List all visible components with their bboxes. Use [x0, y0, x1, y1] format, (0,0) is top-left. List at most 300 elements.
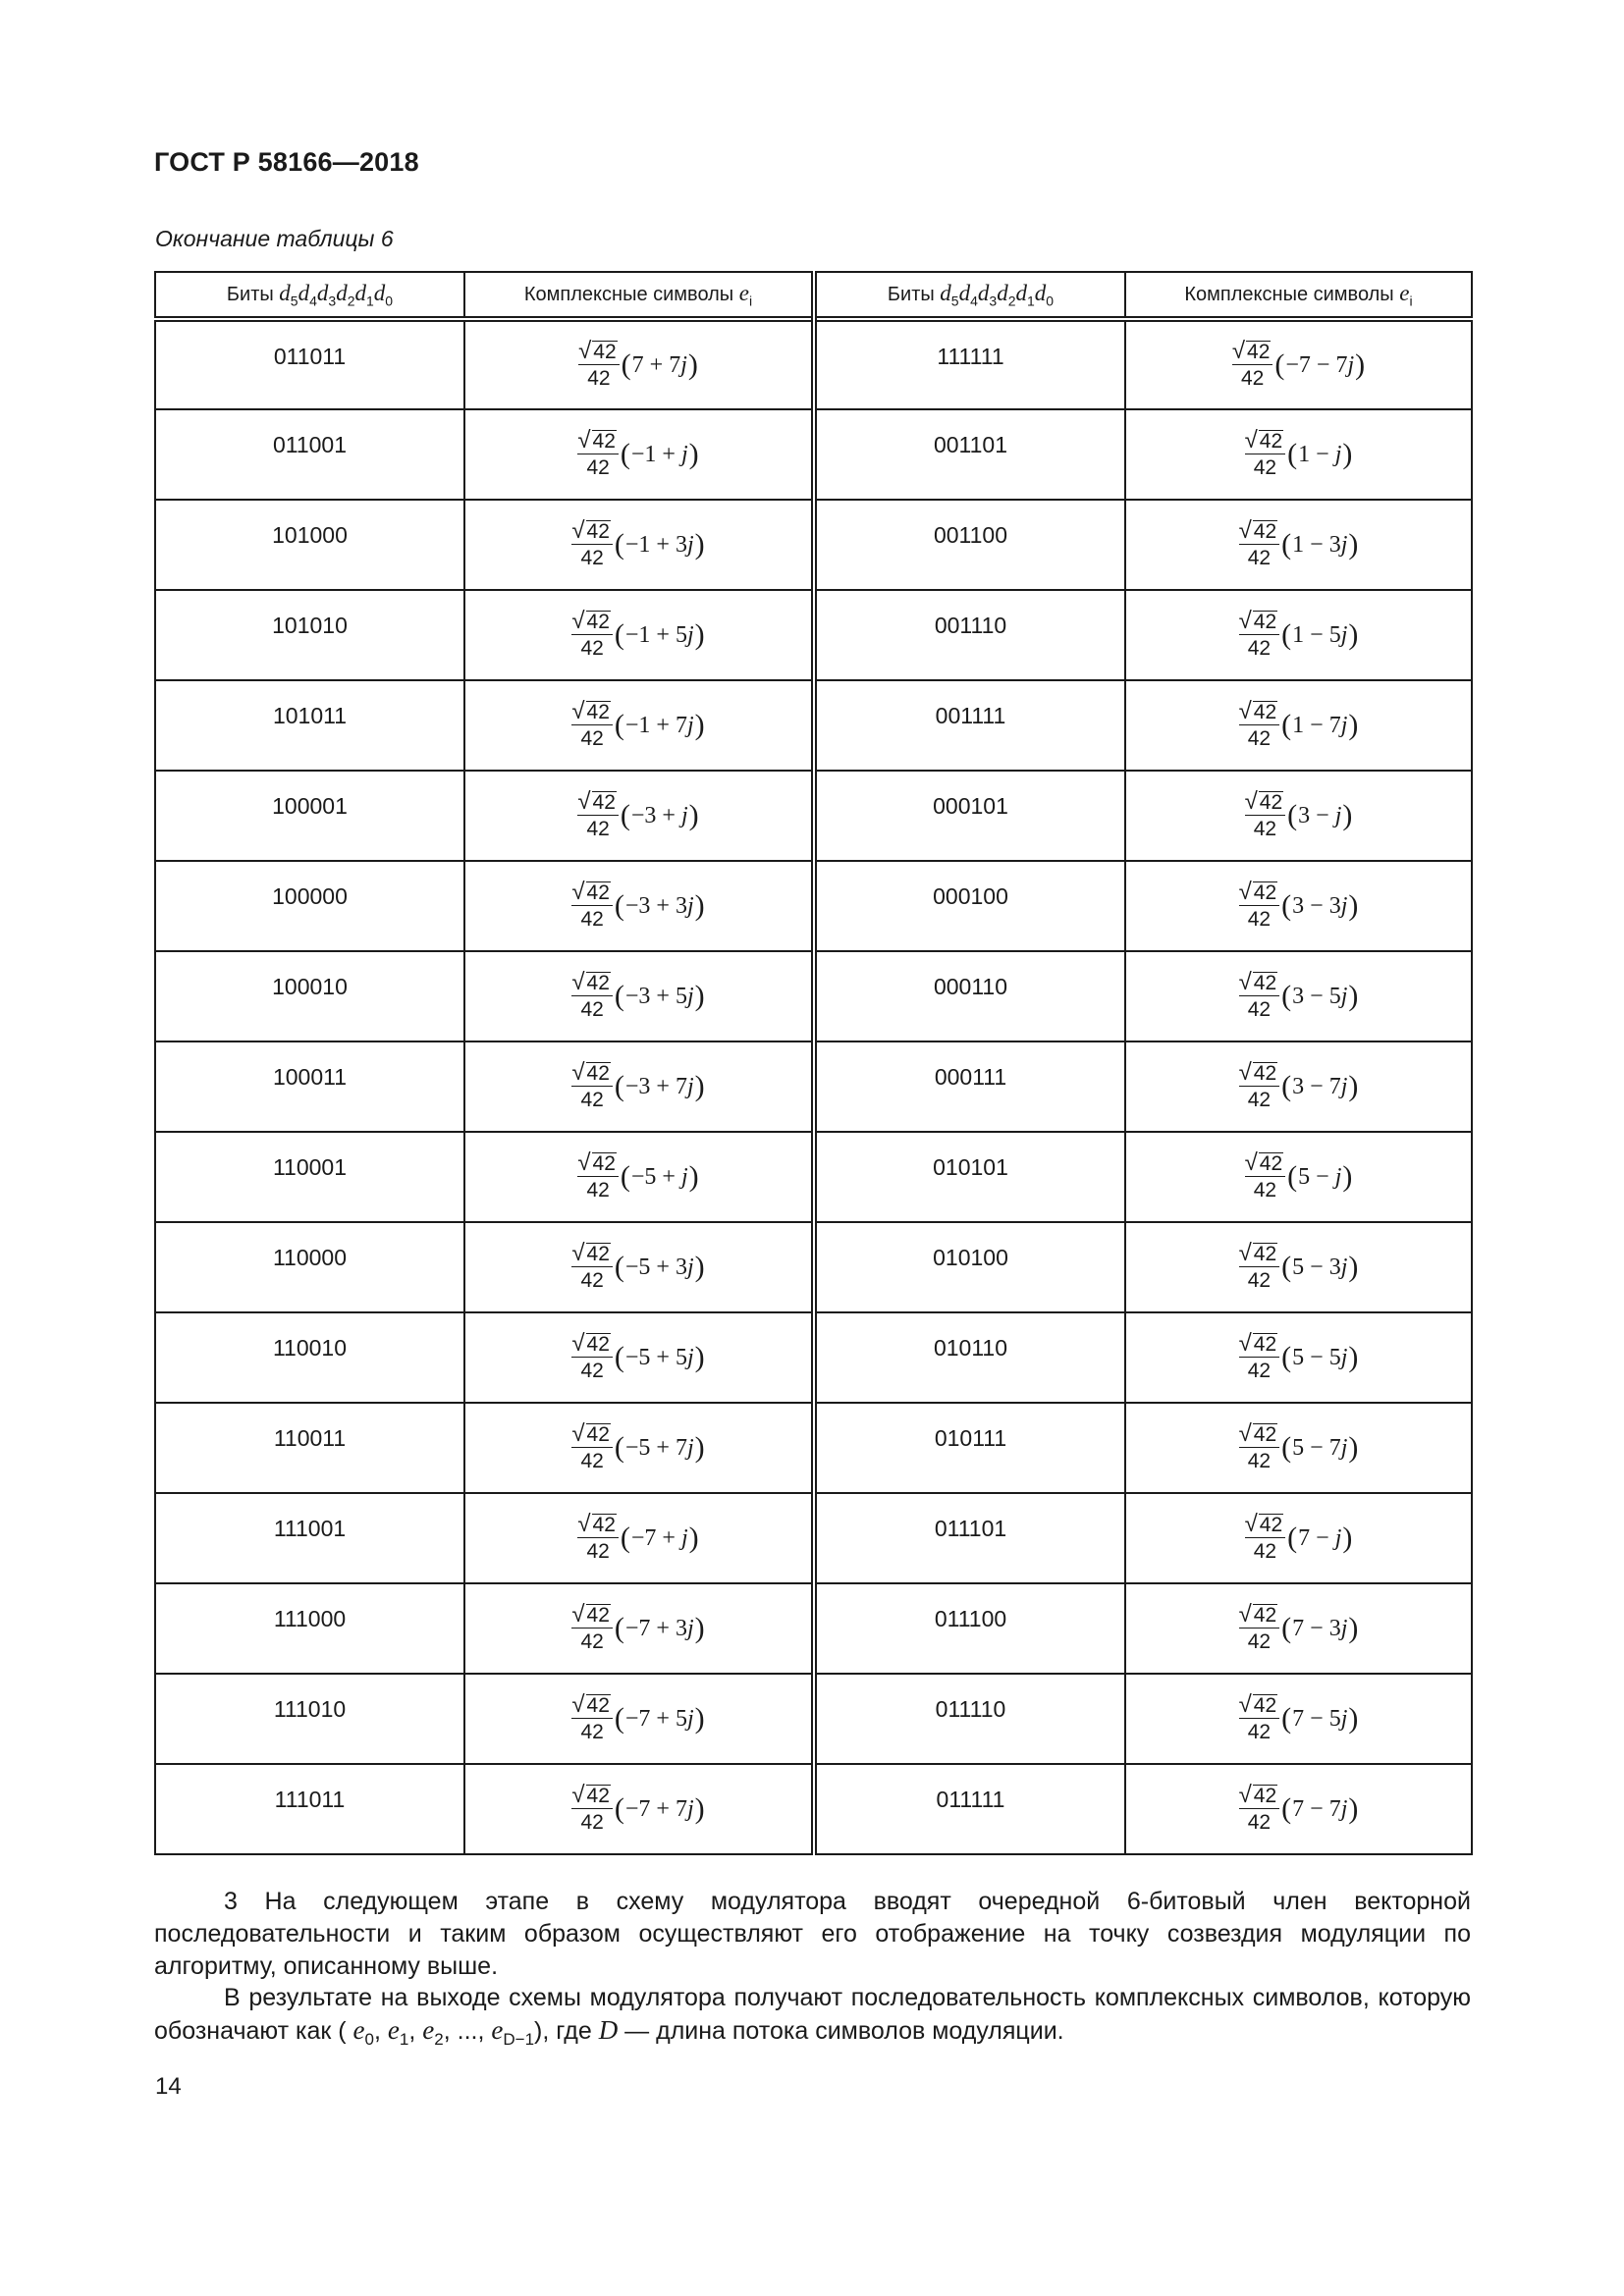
sqrt-sign: √: [1238, 607, 1252, 634]
bits-label: Биты: [887, 283, 941, 305]
bits-right-cell: 000100: [814, 861, 1125, 951]
imag-unit: j: [1334, 802, 1342, 828]
bit-var-1-2-sub: 3: [989, 293, 998, 309]
symbol-left-cell: [464, 1493, 814, 1583]
sqrt-fraction: [1244, 1510, 1286, 1565]
result-text-a: В результате на выходе схемы модулятора получают последовательность комплексных символов, которую обозначают как (: [154, 1984, 1471, 2045]
close-paren: ): [1342, 1160, 1353, 1193]
table-caption: Окончание таблицы 6: [155, 226, 394, 251]
complex-value: 3 − 5j: [1292, 983, 1348, 1009]
fraction-denominator: 42: [580, 636, 604, 660]
radicand: 42: [1259, 790, 1283, 814]
symbol-expression: [1238, 697, 1359, 752]
bits-right-cell: 001101: [814, 409, 1125, 500]
imag-unit: j: [1340, 1254, 1348, 1280]
complex-value: 1 − j: [1298, 441, 1342, 467]
imag-unit: j: [686, 1434, 694, 1461]
complex-value: 7 − j: [1298, 1524, 1342, 1551]
fraction-denominator: 42: [580, 1629, 604, 1653]
fraction-numerator: [1231, 337, 1273, 365]
fraction-denominator: 42: [1247, 636, 1272, 660]
imag-unit: j: [1340, 531, 1348, 558]
radicand: 42: [1253, 1242, 1277, 1265]
bits-left-cell: 110000: [155, 1222, 464, 1312]
sqrt-fraction: [1238, 516, 1280, 571]
bit-var-0-5-sub: 0: [385, 293, 394, 309]
table-row: [155, 500, 1472, 590]
open-paren: (: [1281, 889, 1292, 922]
sqrt-sign: √: [571, 1058, 585, 1086]
paragraph-step-3: 3 На следующем этапе в схему модулятора вводят очередной 6-битовый член векторной последовательности и таким образом осуществляют его отображение на точку созвездия модуляции по алгоритму, описанному выше.: [154, 1888, 1471, 1980]
bit-var-0-4-sub: 1: [365, 293, 374, 309]
fraction-denominator: 42: [1247, 1359, 1272, 1382]
fraction-denominator: 42: [580, 546, 604, 569]
complex-value: 3 − 7j: [1292, 1073, 1348, 1099]
symbol-table: [154, 271, 1473, 1855]
open-paren: (: [620, 1522, 630, 1554]
radicand: 42: [1253, 971, 1277, 994]
sqrt-sign: √: [571, 1600, 585, 1628]
sqrt-sign: √: [1231, 337, 1246, 364]
sqrt-fraction: [1238, 697, 1280, 752]
bits-left-cell: 100010: [155, 951, 464, 1041]
imag-unit: j: [1340, 1434, 1348, 1461]
fraction-numerator: [571, 1329, 613, 1358]
symbol-expression: [571, 1419, 705, 1474]
fraction-numerator: [577, 426, 619, 454]
sqrt-fraction: [1244, 1148, 1286, 1203]
symbol-right-cell: [1125, 1041, 1472, 1132]
sqrt-sign: √: [1238, 1239, 1252, 1266]
symbol-expression: [1244, 426, 1353, 481]
radicand: 42: [586, 1242, 610, 1265]
bits-right-cell: 011110: [814, 1674, 1125, 1764]
sqrt-sign: √: [577, 787, 591, 815]
sqrt-fraction: [1238, 1690, 1280, 1745]
fraction-denominator: 42: [1247, 1629, 1272, 1653]
imag-unit: j: [1340, 621, 1348, 648]
complex-value: −3 + 5j: [624, 983, 694, 1009]
sqrt-sign: √: [571, 968, 585, 995]
bit-var-0-2-sub: 3: [328, 293, 337, 309]
open-paren: (: [1281, 980, 1292, 1012]
imag-unit: j: [1340, 892, 1348, 919]
close-paren: ): [687, 348, 698, 381]
fraction-numerator: [571, 1419, 613, 1448]
fraction-numerator: [571, 968, 613, 996]
symbols-label: Комплексные символы: [523, 283, 739, 305]
symbol-left-cell: [464, 1403, 814, 1493]
imag-unit: j: [1334, 1524, 1342, 1551]
close-paren: ): [1348, 1251, 1359, 1283]
e-var-d: e: [491, 2015, 504, 2045]
imag-unit: j: [680, 351, 687, 378]
open-paren: (: [1287, 1160, 1298, 1193]
symbol-expression: [1244, 1510, 1353, 1565]
sqrt-sign: √: [571, 516, 585, 544]
imag-unit: j: [680, 802, 688, 828]
open-paren: (: [620, 1160, 630, 1193]
radicand: 42: [586, 971, 610, 994]
symbol-left-cell: [464, 680, 814, 771]
bit-var-0-1: $d_4$: [298, 280, 317, 309]
open-paren: (: [614, 980, 624, 1012]
complex-value: −1 + 3j: [624, 531, 694, 558]
sqrt-sign: √: [1238, 1781, 1252, 1808]
close-paren: ): [1348, 1431, 1359, 1464]
d-var: D: [598, 2015, 619, 2045]
symbol-expression: [577, 1148, 699, 1203]
complex-value: 3 − j: [1298, 802, 1342, 828]
open-paren: (: [1281, 618, 1292, 651]
complex-value: 1 − 3j: [1292, 531, 1348, 558]
fraction-numerator: [1238, 1419, 1280, 1448]
imag-unit: j: [680, 1524, 688, 1551]
symbol-left-cell: [464, 590, 814, 680]
complex-value: −1 + 7j: [624, 712, 694, 738]
sqrt-sign: √: [1238, 516, 1252, 544]
symbol-left-cell: [464, 1764, 814, 1854]
symbol-left-cell: [464, 1041, 814, 1132]
close-paren: ): [1348, 889, 1359, 922]
symbol-right-cell: [1125, 680, 1472, 771]
sqrt-fraction: [1238, 1781, 1280, 1836]
imag-unit: j: [686, 983, 694, 1009]
sqrt-sign: √: [571, 1690, 585, 1718]
bit-var-1-5: $d_0$: [1034, 280, 1055, 309]
fraction-denominator: 42: [1247, 1449, 1272, 1472]
fraction-denominator: 42: [587, 366, 611, 390]
sqrt-sign: √: [577, 1510, 591, 1537]
bits-left-cell: 110010: [155, 1312, 464, 1403]
radicand: 42: [1247, 340, 1271, 363]
result-text-c: — длина потока символов модуляции.: [624, 2017, 1064, 2045]
symbol-expression: [571, 878, 705, 933]
fraction-denominator: 42: [1253, 1539, 1277, 1563]
open-paren: (: [1281, 1070, 1292, 1102]
open-paren: (: [1281, 1702, 1292, 1735]
symbol-expression: [571, 1600, 705, 1655]
bit-var-1-1-sub: 4: [970, 293, 978, 309]
complex-value: −1 + 5j: [624, 621, 694, 648]
close-paren: ): [1348, 1612, 1359, 1644]
radicand: 42: [1253, 1332, 1277, 1356]
imag-unit: j: [686, 1254, 694, 1280]
sqrt-fraction: [571, 1329, 613, 1384]
symbol-expression: [571, 1329, 705, 1384]
symbol-var-0: $e_i$: [738, 280, 753, 309]
close-paren: ): [688, 1160, 699, 1193]
sqrt-fraction: [571, 1058, 613, 1113]
symbol-expression: [1238, 878, 1359, 933]
sqrt-fraction: [571, 1690, 613, 1745]
fraction-denominator: 42: [1247, 907, 1272, 931]
symbol-expression: [1238, 1690, 1359, 1745]
header-bits-left: [155, 272, 464, 319]
imag-unit: j: [686, 1795, 694, 1822]
fraction-numerator: [577, 1148, 619, 1177]
fraction-denominator: 42: [580, 1268, 604, 1292]
e-var-1: e: [387, 2015, 400, 2045]
complex-value: −5 + j: [630, 1163, 688, 1190]
symbol-right-cell: [1125, 1583, 1472, 1674]
open-paren: (: [614, 1341, 624, 1373]
table-row: [155, 1132, 1472, 1222]
symbol-right-cell: [1125, 1674, 1472, 1764]
fraction-denominator: 42: [580, 1449, 604, 1472]
symbol-left-cell: [464, 1674, 814, 1764]
sqrt-sign: √: [571, 607, 585, 634]
sqrt-fraction: [1231, 337, 1273, 392]
fraction-denominator: 42: [580, 997, 604, 1021]
imag-unit: j: [686, 531, 694, 558]
symbol-var-1: $e_i$: [1399, 280, 1413, 309]
radicand: 42: [1253, 519, 1277, 543]
open-paren: (: [1281, 709, 1292, 741]
paragraph-result: [154, 1982, 1471, 2056]
complex-value: 7 − 3j: [1292, 1615, 1348, 1641]
fraction-numerator: [571, 1690, 613, 1719]
complex-value: −5 + 3j: [624, 1254, 694, 1280]
bit-var-1-0: $d_5$: [940, 280, 959, 309]
bit-var-0-4: $d_1$: [354, 280, 374, 309]
sqrt-sign: √: [571, 1329, 585, 1357]
bits-left-cell: 100000: [155, 861, 464, 951]
open-paren: (: [1287, 438, 1298, 470]
fraction-numerator: [1238, 697, 1280, 725]
comma-0: ,: [374, 2017, 381, 2045]
fraction-numerator: [571, 1058, 613, 1087]
fraction-numerator: [571, 607, 613, 635]
symbol-expression: [1238, 1781, 1359, 1836]
open-paren: (: [1274, 348, 1285, 381]
bits-right-cell: 001110: [814, 590, 1125, 680]
fraction-denominator: 42: [1247, 1720, 1272, 1743]
symbol-expression: [571, 697, 705, 752]
sqrt-sign: √: [1238, 968, 1252, 995]
symbol-var-0-sub: i: [748, 293, 753, 309]
radicand: 42: [586, 1422, 610, 1446]
bits-right-cell: 001111: [814, 680, 1125, 771]
symbol-expression: [571, 516, 705, 571]
table-row: [155, 1674, 1472, 1764]
sqrt-sign: √: [571, 1781, 585, 1808]
bit-var-1-3: $d_2$: [997, 280, 1016, 309]
close-paren: ): [1348, 1792, 1359, 1825]
fraction-numerator: [1238, 1600, 1280, 1629]
fraction-numerator: [1238, 1690, 1280, 1719]
fraction-numerator: [571, 878, 613, 906]
fraction-denominator: 42: [1247, 726, 1272, 750]
comma-1: ,: [408, 2017, 416, 2045]
close-paren: ): [694, 1251, 705, 1283]
complex-value: 7 − 7j: [1292, 1795, 1348, 1822]
sqrt-sign: √: [571, 878, 585, 905]
table-row: [155, 1583, 1472, 1674]
close-paren: ): [1355, 348, 1366, 381]
imag-unit: j: [1334, 441, 1342, 467]
fraction-denominator: 42: [1247, 997, 1272, 1021]
complex-value: −3 + j: [630, 802, 688, 828]
complex-value: 5 − 5j: [1292, 1344, 1348, 1370]
header-symbols-left: [464, 272, 814, 319]
radicand: 42: [1253, 1422, 1277, 1446]
bits-left-cell: 100001: [155, 771, 464, 861]
radicand: 42: [586, 610, 610, 633]
radicand: 42: [592, 429, 616, 453]
imag-unit: j: [680, 441, 688, 467]
open-paren: (: [1281, 1792, 1292, 1825]
radicand: 42: [592, 1151, 616, 1175]
imag-unit: j: [1340, 1073, 1348, 1099]
bit-var-0-1-sub: 4: [309, 293, 317, 309]
radicand: 42: [586, 519, 610, 543]
symbol-right-cell: [1125, 771, 1472, 861]
bits-left-cell: 101010: [155, 590, 464, 680]
fraction-numerator: [1244, 1510, 1286, 1538]
sqrt-fraction: [1238, 1329, 1280, 1384]
close-paren: ): [688, 799, 699, 831]
sqrt-fraction: [1238, 1239, 1280, 1294]
bits-left-cell: 110001: [155, 1132, 464, 1222]
bit-var-0-0-sub: 5: [290, 293, 298, 309]
fraction-numerator: [1238, 1058, 1280, 1087]
complex-value: −1 + j: [630, 441, 688, 467]
sqrt-fraction: [1244, 787, 1286, 842]
radicand: 42: [592, 790, 616, 814]
fraction-numerator: [577, 787, 619, 816]
bit-var-1-4-sub: 1: [1026, 293, 1035, 309]
symbol-expression: [1238, 1600, 1359, 1655]
result-text-b: ), где: [534, 2017, 592, 2045]
bits-left-cell: 100011: [155, 1041, 464, 1132]
close-paren: ): [694, 1702, 705, 1735]
symbol-right-cell: [1125, 1764, 1472, 1854]
sqrt-fraction: [1238, 1419, 1280, 1474]
bits-left-cell: 110011: [155, 1403, 464, 1493]
table-row: [155, 951, 1472, 1041]
sqrt-sign: √: [578, 337, 592, 364]
bits-left-cell: 011011: [155, 319, 464, 409]
imag-unit: j: [686, 621, 694, 648]
bit-var-1-2: $d_3$: [977, 280, 998, 309]
symbol-expression: [571, 1058, 705, 1113]
sqrt-sign: √: [1238, 878, 1252, 905]
sqrt-fraction: [571, 1781, 613, 1836]
close-paren: ): [694, 1341, 705, 1373]
sqrt-sign: √: [577, 1148, 591, 1176]
symbol-left-cell: [464, 409, 814, 500]
close-paren: ): [694, 1431, 705, 1464]
fraction-numerator: [1238, 1781, 1280, 1809]
open-paren: (: [620, 438, 630, 470]
sqrt-fraction: [577, 1148, 619, 1203]
sqrt-sign: √: [1238, 1058, 1252, 1086]
bit-var-1-3-sub: 2: [1007, 293, 1016, 309]
sqrt-fraction: [1238, 607, 1280, 662]
fraction-denominator: 42: [1240, 366, 1265, 390]
bits-right-cell: 000110: [814, 951, 1125, 1041]
imag-unit: j: [1340, 983, 1348, 1009]
sqrt-fraction: [571, 878, 613, 933]
e-var-2: e: [422, 2015, 435, 2045]
close-paren: ): [1342, 1522, 1353, 1554]
table-row: [155, 1312, 1472, 1403]
fraction-denominator: 42: [1253, 455, 1277, 479]
fraction-numerator: [571, 1781, 613, 1809]
bits-right-cell: 010111: [814, 1403, 1125, 1493]
open-paren: (: [614, 889, 624, 922]
complex-value: −7 + 7j: [624, 1795, 694, 1822]
open-paren: (: [614, 618, 624, 651]
symbol-left-cell: [464, 951, 814, 1041]
bits-right-cell: 001100: [814, 500, 1125, 590]
symbol-right-cell: [1125, 1132, 1472, 1222]
open-paren: (: [614, 528, 624, 561]
radicand: 42: [586, 1603, 610, 1627]
bits-right-cell: 000101: [814, 771, 1125, 861]
imag-unit: j: [686, 1615, 694, 1641]
symbol-expression: [1238, 1239, 1359, 1294]
sqrt-fraction: [577, 787, 619, 842]
complex-value: −3 + 7j: [624, 1073, 694, 1099]
imag-unit: j: [680, 1163, 688, 1190]
close-paren: ): [688, 1522, 699, 1554]
table-row: [155, 680, 1472, 771]
table-row: [155, 409, 1472, 500]
close-paren: ): [1348, 709, 1359, 741]
bits-label: Биты: [226, 283, 280, 305]
bits-left-cell: 111011: [155, 1764, 464, 1854]
imag-unit: j: [686, 1073, 694, 1099]
close-paren: ): [694, 980, 705, 1012]
open-paren: (: [620, 799, 630, 831]
bit-var-0-5: $d_0$: [373, 280, 394, 309]
complex-value: 7 − 5j: [1292, 1705, 1348, 1732]
bit-var-1-0-sub: 5: [950, 293, 959, 309]
imag-unit: j: [686, 892, 694, 919]
bit-var-0-2: $d_3$: [316, 280, 337, 309]
sqrt-fraction: [571, 1600, 613, 1655]
close-paren: ): [694, 1792, 705, 1825]
fraction-denominator: 42: [580, 1359, 604, 1382]
fraction-denominator: 42: [586, 1178, 610, 1201]
table-row: [155, 590, 1472, 680]
table-row: [155, 1403, 1472, 1493]
imag-unit: j: [1340, 712, 1348, 738]
fraction-numerator: [1244, 426, 1286, 454]
close-paren: ): [1348, 1702, 1359, 1735]
fraction-denominator: 42: [1247, 546, 1272, 569]
bit-var-1-5-sub: 0: [1046, 293, 1055, 309]
radicand: 42: [586, 1061, 610, 1085]
symbol-right-cell: [1125, 590, 1472, 680]
header-bits-right: [814, 272, 1125, 319]
table-header-row: [155, 272, 1472, 319]
bits-left-cell: 111000: [155, 1583, 464, 1674]
symbol-right-cell: [1125, 1312, 1472, 1403]
radicand: 42: [586, 1332, 610, 1356]
fraction-denominator: 42: [1247, 1268, 1272, 1292]
symbol-right-cell: [1125, 1493, 1472, 1583]
symbol-var-1-sub: i: [1409, 293, 1413, 309]
sqrt-sign: √: [571, 1239, 585, 1266]
fraction-numerator: [571, 1600, 613, 1629]
table-row: [155, 1222, 1472, 1312]
radicand: 42: [1253, 1693, 1277, 1717]
fraction-denominator: 42: [580, 907, 604, 931]
fraction-denominator: 42: [586, 817, 610, 840]
